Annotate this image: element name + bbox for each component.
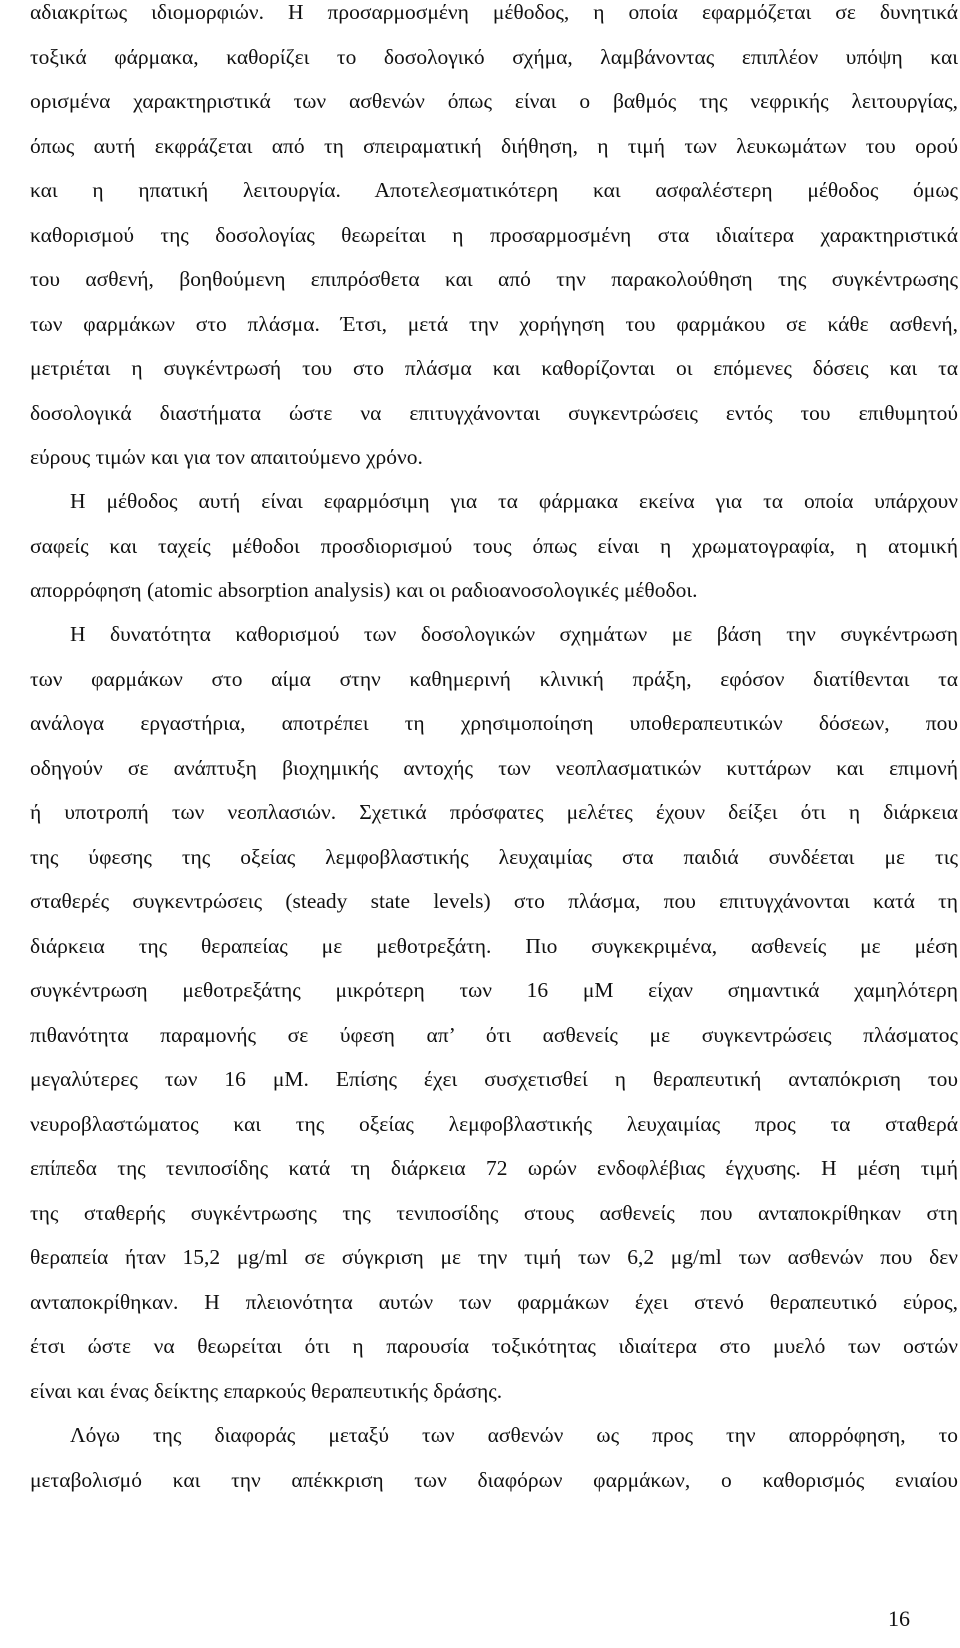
text-line: εύρους τιμών και για τον απαιτούμενο χρόνο.	[30, 445, 423, 469]
text-line: σταθερές συγκεντρώσεις (steady state levels) στο πλάσμα, που επιτυγχάνονται κατά τη	[30, 889, 958, 913]
text-line: διάρκεια της θεραπείας με μεθοτρεξάτη. Πιο συγκεκριμένα, ασθενείς με μέση	[30, 933, 958, 958]
page-number: 16	[888, 1606, 910, 1631]
text-line: μεγαλύτερες των 16 μΜ. Επίσης έχει συσχετισθεί η θεραπευτική ανταπόκριση του	[30, 1067, 958, 1091]
text-line: δοσολογικά διαστήματα ώστε να επιτυγχάνονται συγκεντρώσεις εντός του επιθυμητού	[30, 400, 958, 425]
text-line: οδηγούν σε ανάπτυξη βιοχημικής αντοχής των νεοπλασματικών κυττάρων και επιμονή	[30, 755, 958, 780]
text-line: Η μέθοδος αυτή είναι εφαρμόσιμη για τα φάρμακα εκείνα για τα οποία υπάρχουν	[70, 489, 958, 513]
text-line: μετριέται η συγκέντρωσή του στο πλάσμα και καθορίζονται οι επόμενες δόσεις και τα	[30, 356, 958, 380]
text-line: απορρόφηση (atomic absorption analysis) και οι ραδιοανοσολογικές μέθοδοι.	[30, 578, 698, 602]
text-line: των φαρμάκων στο αίμα στην καθημερινή κλινική πράξη, εφόσον διατίθενται τα	[30, 666, 958, 691]
text-line: όπως αυτή εκφράζεται από τη σπειραματική διήθηση, η τιμή των λευκωμάτων του ορού	[30, 133, 958, 158]
paragraph-4	[30, 1413, 958, 1502]
text-line: συγκέντρωση μεθοτρεξάτης μικρότερη των 16 μΜ είχαν σημαντικά χαμηλότερη	[30, 978, 958, 1002]
text-line: ορισμένα χαρακτηριστικά των ασθενών όπως είναι ο βαθμός της νεφρικής λειτουργίας,	[30, 89, 958, 113]
text-line: αδιακρίτως ιδιομορφιών. Η προσαρμοσμένη μέθοδος, η οποία εφαρμόζεται σε δυνητικά	[30, 0, 958, 24]
text-line: και η ηπατική λειτουργία. Αποτελεσματικότερη και ασφαλέστερη μέθοδος όμως	[30, 178, 958, 202]
text-line: τοξικά φάρμακα, καθορίζει το δοσολογικό σχήμα, λαμβάνοντας επιπλέον υπόψη και	[30, 44, 958, 69]
text-line: έτσι ώστε να θεωρείται ότι η παρουσία τοξικότητας ιδιαίτερα στο μυελό των οστών	[30, 1334, 958, 1358]
text-line: Λόγω της διαφοράς μεταξύ των ασθενών ως προς την απορρόφηση, το	[70, 1423, 958, 1447]
text-line: ανάλογα εργαστήρια, αποτρέπει τη χρησιμοποίηση υποθεραπευτικών δόσεων, που	[30, 711, 958, 735]
text-line: επίπεδα της τενιποσίδης κατά τη διάρκεια 72 ωρών ενδοφλέβιας έγχυσης. Η μέση τιμή	[30, 1156, 958, 1180]
text-line: πιθανότητα παραμονής σε ύφεση απ’ ότι ασθενείς με συγκεντρώσεις πλάσματος	[30, 1022, 958, 1047]
text-line: νευροβλαστώματος και της οξείας λεμφοβλαστικής λευχαιμίας προς τα σταθερά	[30, 1111, 958, 1136]
text-line: ή υποτροπή των νεοπλασιών. Σχετικά πρόσφατες μελέτες έχουν δείξει ότι η διάρκεια	[30, 800, 958, 824]
paragraph-2	[30, 479, 958, 613]
text-line: Η δυνατότητα καθορισμού των δοσολογικών σχημάτων με βάση την συγκέντρωση	[70, 622, 958, 646]
text-line: ανταποκρίθηκαν. Η πλειονότητα αυτών των φαρμάκων έχει στενό θεραπευτικό εύρος,	[30, 1289, 958, 1314]
text-line: των φαρμάκων στο πλάσμα. Έτσι, μετά την χορήγηση του φαρμάκου σε κάθε ασθενή,	[30, 311, 958, 336]
text-line: θεραπεία ήταν 15,2 μg/ml σε σύγκριση με την τιμή των 6,2 μg/ml των ασθενών που δεν	[30, 1245, 958, 1269]
text-line: του ασθενή, βοηθούμενη επιπρόσθετα και από την παρακολούθηση της συγκέντρωσης	[30, 267, 958, 291]
text-line: σαφείς και ταχείς μέθοδοι προσδιορισμού τους όπως είναι η χρωματογραφία, η ατομική	[30, 533, 958, 558]
text-line: της ύφεσης της οξείας λεμφοβλαστικής λευχαιμίας στα παιδιά συνδέεται με τις	[30, 844, 958, 869]
paragraph-3	[30, 612, 958, 1413]
text-line: είναι και ένας δείκτης επαρκούς θεραπευτικής δράσης.	[30, 1378, 503, 1403]
text-line: καθορισμού της δοσολογίας θεωρείται η προσαρμοσμένη στα ιδιαίτερα χαρακτηριστικά	[30, 222, 958, 247]
text-line: μεταβολισμό και την απέκκριση των διαφόρων φαρμάκων, ο καθορισμός ενιαίου	[30, 1467, 958, 1492]
paragraph-1	[30, 0, 958, 480]
text-line: της σταθερής συγκέντρωσης της τενιποσίδης στους ασθενείς που ανταποκρίθηκαν στη	[30, 1200, 958, 1225]
